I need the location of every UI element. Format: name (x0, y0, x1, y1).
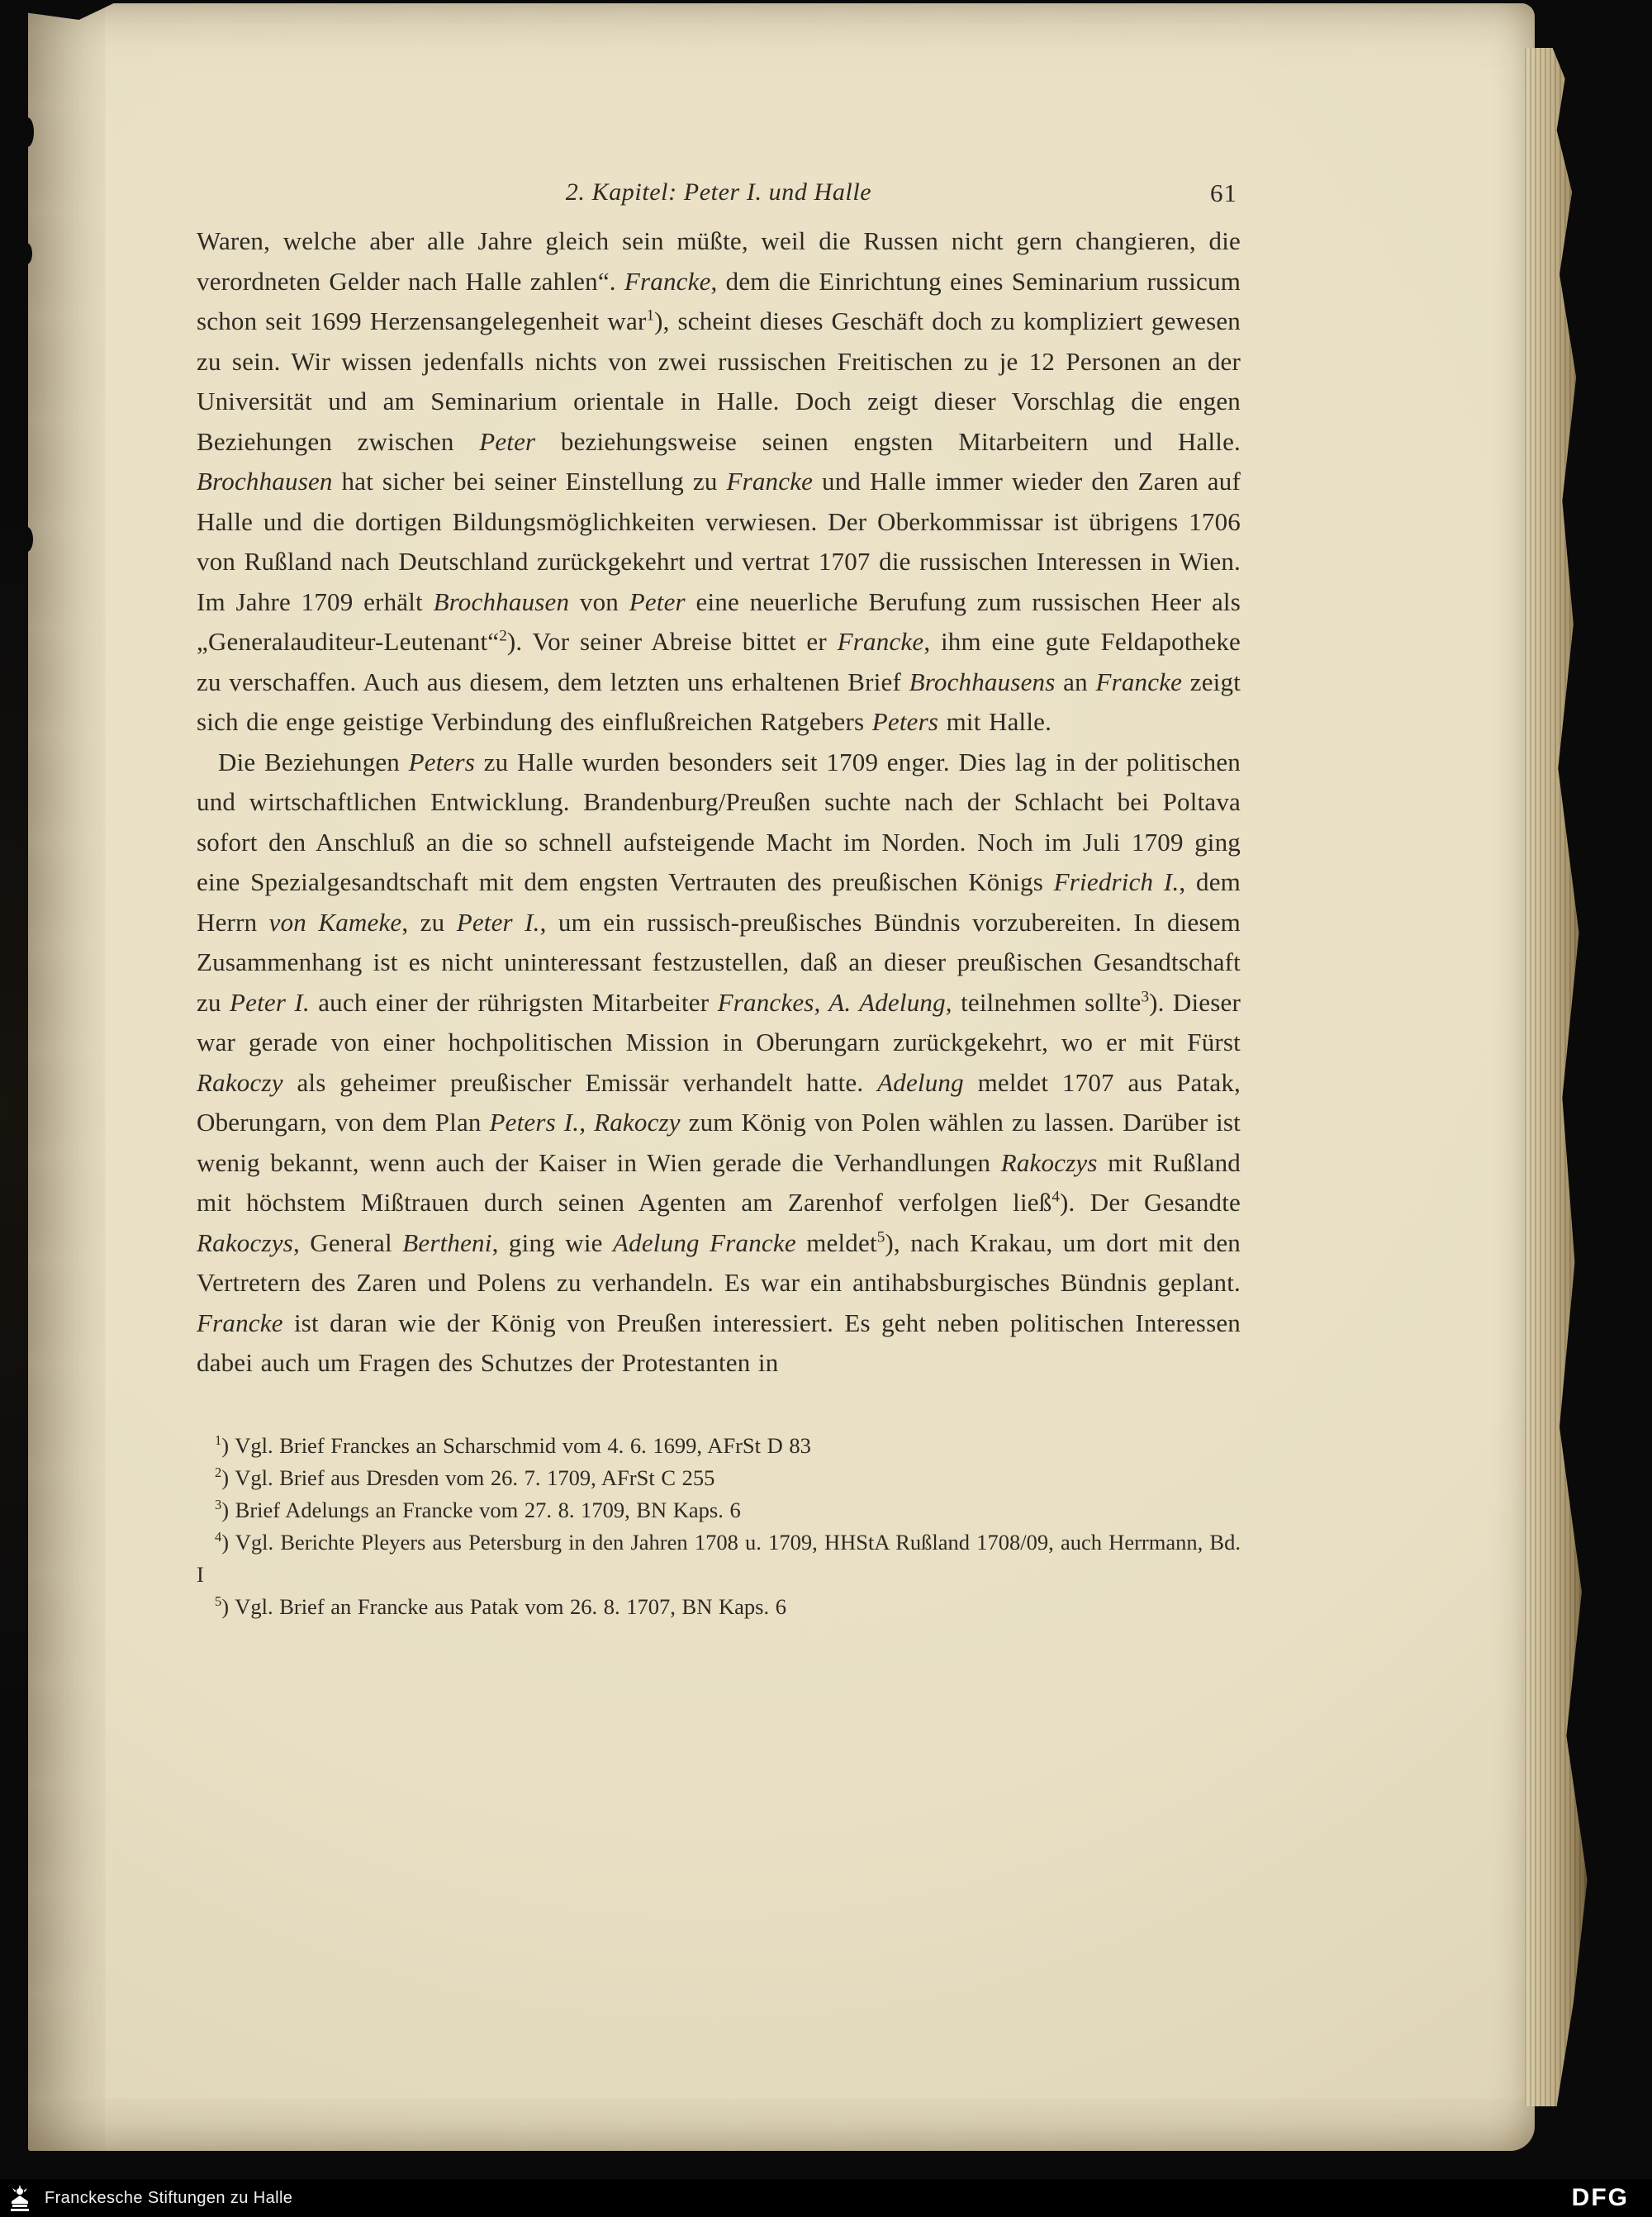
footer-institution-label: Franckesche Stiftungen zu Halle (45, 2188, 293, 2207)
footer-institution (7, 2183, 292, 2213)
footnote: $^1$) Vgl. Brief Franckes an Scharschmid vom 4. 6. 1699, AFrSt D 83 (215, 1431, 811, 1458)
footnote: $^3$) Brief Adelungs an Francke vom 27. 8. 1709, BN Kaps. 6 (215, 1496, 741, 1522)
body-paragraph: Waren, welche aber alle Jahre gleich sein müßte, weil die Russen nicht gern changieren, die verordneten Gelder nach Halle zahlen“. Francke, dem die Einrichtung eines Seminarium russicum schon seit 1699 Herzensangelegenheit war$^1$), scheint dieses Geschäft doch zu kompliziert gewesen zu sein. Wir wissen jedenfalls nichts von zwei russischen Freitischen zu je 12 Personen an der Universität und am Seminarium orientale in Halle. Doch zeigt dieser Vorschlag die engen Beziehungen zwischen Peter beziehungsweise seinen engsten Mitarbeitern und Halle. Brochhausen hat sicher bei seiner Einstellung zu Francke und Halle immer wieder den Zaren auf Halle und die dortigen Bildungsmöglichkeiten verwiesen. Der Oberkommissar ist übrigens 1706 von Rußland nach Deutschland zurückgekehrt und vertrat 1707 die russischen Interessen in Wien. Im Jahre 1709 erhält Brochhausen von Peter eine neuerliche Berufung zum russischen Heer als „Generalauditeur-Leutenant“$^2$). Vor seiner Abreise bittet er Francke, ihm eine gute Feldapotheke zu verschaffen. Auch aus diesem, dem letzten uns erhaltenen Brief Brochhausens an Francke zeigt sich die enge geistige Verbindung des einflußreichen Ratgebers Peters mit Halle. (197, 226, 1241, 736)
book-page (28, 3, 1535, 2151)
dfg-logo: DFG (1571, 2184, 1629, 2211)
text-block (197, 178, 1241, 1623)
body-paragraph: Die Beziehungen Peters zu Halle wurden besonders seit 1709 enger. Dies lag in der politischen und wirtschaftlichen Entwicklung. Brandenburg/Preußen suchte nach der Schlacht bei Poltava sofort den Anschluß an die so schnell aufsteigende Macht im Norden. Noch im Juli 1709 ging eine Spezialgesandtschaft mit dem engsten Vertrauten des preußischen Königs Friedrich I., dem Herrn von Kameke, zu Peter I., um ein russisch-preußisches Bündnis vorzubereiten. In diesem Zusammenhang ist es nicht uninteressant festzustellen, daß an dieser preußischen Gesandtschaft zu Peter I. auch einer der rührigsten Mitarbeiter Franckes, A. Adelung, teilnehmen sollte$^3$). Dieser war gerade von einer hochpolitischen Mission in Oberungarn zurückgekehrt, wo er mit Fürst Rakoczy als geheimer preußischer Emissär verhandelt hatte. Adelung meldet 1707 aus Patak, Oberungarn, von dem Plan Peters I., Rakoczy zum König von Polen wählen zu lassen. Darüber ist wenig bekannt, wenn auch der Kaiser in Wien gerade die Verhandlungen Rakoczys mit Rußland mit höchstem Mißtrauen durch seinen Agenten am Zarenhof verfolgen ließ$^4$). Der Gesandte Rakoczys, General Bertheni, ging wie Adelung Francke meldet$^5$), nach Krakau, um dort mit den Vertretern des Zaren und Polens zu verhandeln. Es war ein antihabsburgisches Bündnis geplant. Francke ist daran wie der König von Preußen interessiert. Es geht neben politischen Interessen dabei auch um Fragen des Schutzes der Protestanten in (197, 747, 1241, 1377)
chapter-heading: 2. Kapitel: Peter I. und Halle (565, 178, 872, 206)
franckesche-stiftungen-logo-icon (7, 2183, 33, 2213)
book-fore-edge (1525, 48, 1594, 2106)
running-header (197, 178, 1241, 213)
footnote: $^4$) Vgl. Berichte Pleyers aus Petersburg in den Jahren 1708 u. 1709, HHStA Rußland 1708/09, auch Herrmann, Bd. I (197, 1528, 1241, 1587)
footnotes-block (197, 1430, 1241, 1623)
footnote: $^5$) Vgl. Brief an Francke aus Patak vom 26. 8. 1707, BN Kaps. 6 (215, 1593, 786, 1619)
page-number: 61 (1210, 178, 1237, 207)
footnote: $^2$) Vgl. Brief aus Dresden vom 26. 7. 1709, AFrSt C 255 (215, 1464, 715, 1490)
digitization-footer (0, 2179, 1652, 2217)
